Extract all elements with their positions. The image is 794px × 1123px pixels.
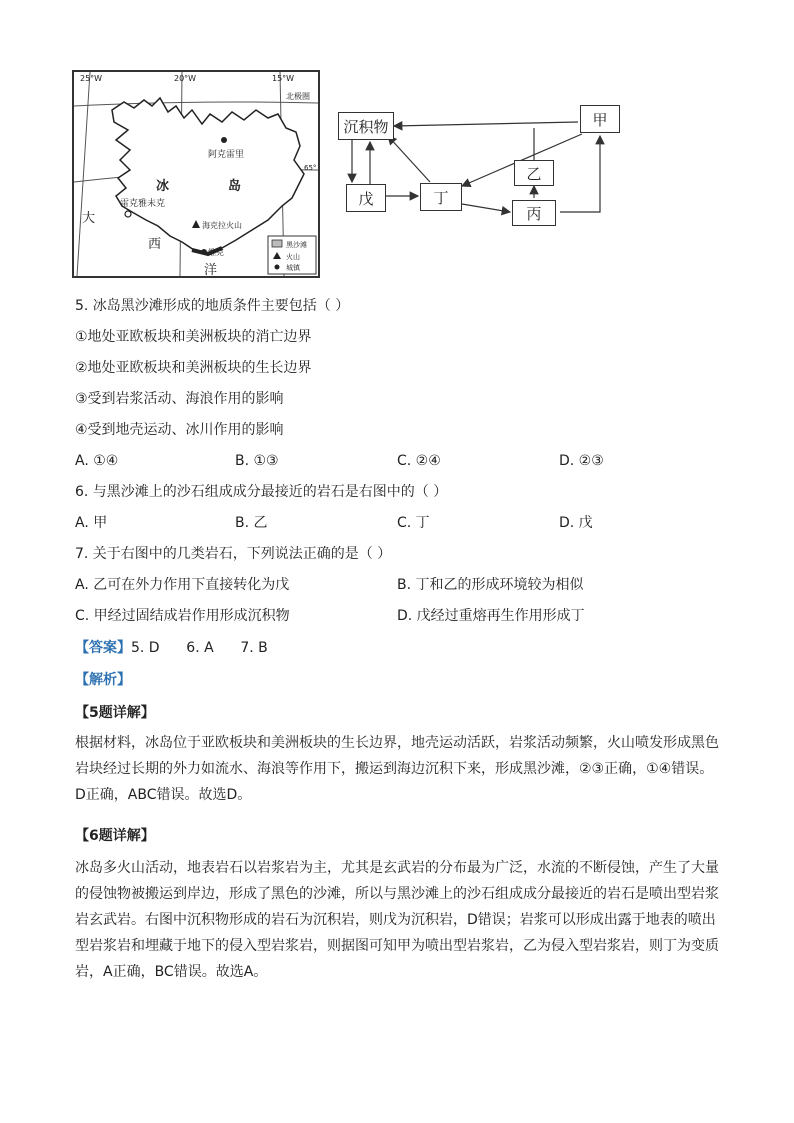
q7-option-c: C. 甲经过固结成岩作用形成沉积物 [75, 608, 290, 624]
q5-item-1: ①地处亚欧板块和美洲板块的消亡边界 [75, 329, 312, 345]
q6-option-d: D. 戊 [559, 515, 593, 531]
iceland-map [72, 70, 320, 278]
box-yi [514, 160, 554, 186]
answer-label: 【答案】 [75, 640, 131, 656]
legend-town: 城镇 [286, 264, 300, 272]
map-char-bing: 冰 [156, 179, 170, 194]
legend-beach: 黑沙滩 [286, 241, 307, 249]
q7-option-a: A. 乙可在外力作用下直接转化为戊 [75, 577, 290, 593]
city-vik-label: 维克 [208, 248, 224, 257]
box-jia-label: 甲 [592, 110, 608, 129]
q7-option-b: B. 丁和乙的形成环境较为相似 [397, 577, 584, 593]
volcano-label: 海克拉火山 [202, 221, 242, 230]
q5-item-4: ④受到地壳运动、冰川作用的影响 [75, 422, 284, 438]
box-ding [420, 183, 462, 211]
box-sediment [338, 112, 394, 140]
q5-option-b: B. ①③ [235, 453, 279, 469]
legend-volcano: 火山 [286, 253, 300, 261]
legend-town-icon [275, 265, 280, 270]
q5-stem: 5. 冰岛黑沙滩形成的地质条件主要包括（ ） [75, 298, 350, 314]
q6-detail-title: 【6题详解】 [75, 828, 155, 844]
q5-detail-title: 【5题详解】 [75, 705, 155, 721]
map-char-xi: 西 [148, 237, 162, 252]
city-akureyri-marker [221, 137, 227, 143]
q5-detail-text: 根据材料，冰岛位于亚欧板块和美洲板块的生长边界，地壳运动活跃，岩浆活动频繁，火山喷发形成黑色岩块经过长期的外力如流水、海浪等作用下，搬运到海边沉积下来，形成黑沙滩，②③正确，①④错误。D正确，ABC错误。故选D。 [75, 735, 719, 803]
box-yi-label: 乙 [526, 164, 542, 183]
lat-65-label: 65° [304, 164, 317, 172]
box-wu-label: 戊 [358, 189, 374, 208]
q5-item-3: ③受到岩浆活动、海浪作用的影响 [75, 391, 284, 407]
city-vik-marker [201, 249, 207, 255]
lon-25-label: 25°W [80, 74, 103, 83]
arctic-circle-label: 北极圈 [286, 92, 310, 101]
lon-20-label: 20°W [174, 74, 197, 83]
box-ding-label: 丁 [433, 188, 449, 207]
answer-values: 5. D 6. A 7. B [131, 640, 268, 656]
q5-option-c: C. ②④ [397, 453, 441, 469]
q7-stem: 7. 关于右图中的几类岩石，下列说法正确的是（ ） [75, 546, 392, 562]
analysis-label: 【解析】 [75, 672, 131, 688]
map-char-dao: 岛 [228, 179, 242, 194]
box-bing-label: 丙 [526, 204, 542, 223]
answer-line [75, 638, 268, 658]
map-char-da: 大 [82, 211, 96, 226]
q6-detail-text: 冰岛多火山活动，地表岩石以岩浆岩为主，尤其是玄武岩的分布最为广泛，水流的不断侵蚀，产生了大量的侵蚀物被搬运到岸边，形成了黑色的沙滩，所以与黑沙滩上的沙石组成成分最接近的岩石是喷出型岩浆岩玄武岩。右图中沉积物形成的岩石为沉积岩，则戊为沉积岩，D错误；岩浆可以形成出露于地表的喷出型岩浆岩和埋藏于地下的侵入型岩浆岩，则据图可知甲为喷出型岩浆岩，乙为侵入型岩浆岩，则丁为变质岩，A正确，BC错误。故选A。 [75, 860, 719, 980]
box-jia [580, 105, 620, 133]
q5-item-2: ②地处亚欧板块和美洲板块的生长边界 [75, 360, 312, 376]
map-char-yang: 洋 [204, 263, 218, 278]
q6-option-c: C. 丁 [397, 515, 430, 531]
q7-option-d: D. 戊经过重熔再生作用形成丁 [397, 608, 585, 624]
q6-option-a: A. 甲 [75, 515, 108, 531]
box-bing [512, 200, 556, 226]
box-wu [346, 184, 386, 212]
q6-option-b: B. 乙 [235, 515, 268, 531]
city-akureyri-label: 阿克雷里 [208, 150, 245, 160]
q6-stem: 6. 与黑沙滩上的沙石组成成分最接近的岩石是右图中的（ ） [75, 484, 448, 500]
city-reykjavik-label: 雷克雅未克 [120, 199, 166, 209]
q5-option-a: A. ①④ [75, 453, 119, 469]
lon-15-label: 15°W [272, 74, 295, 83]
city-reykjavik-marker [125, 211, 131, 217]
q5-option-d: D. ②③ [559, 453, 604, 469]
box-sediment-label: 沉积物 [343, 117, 389, 136]
